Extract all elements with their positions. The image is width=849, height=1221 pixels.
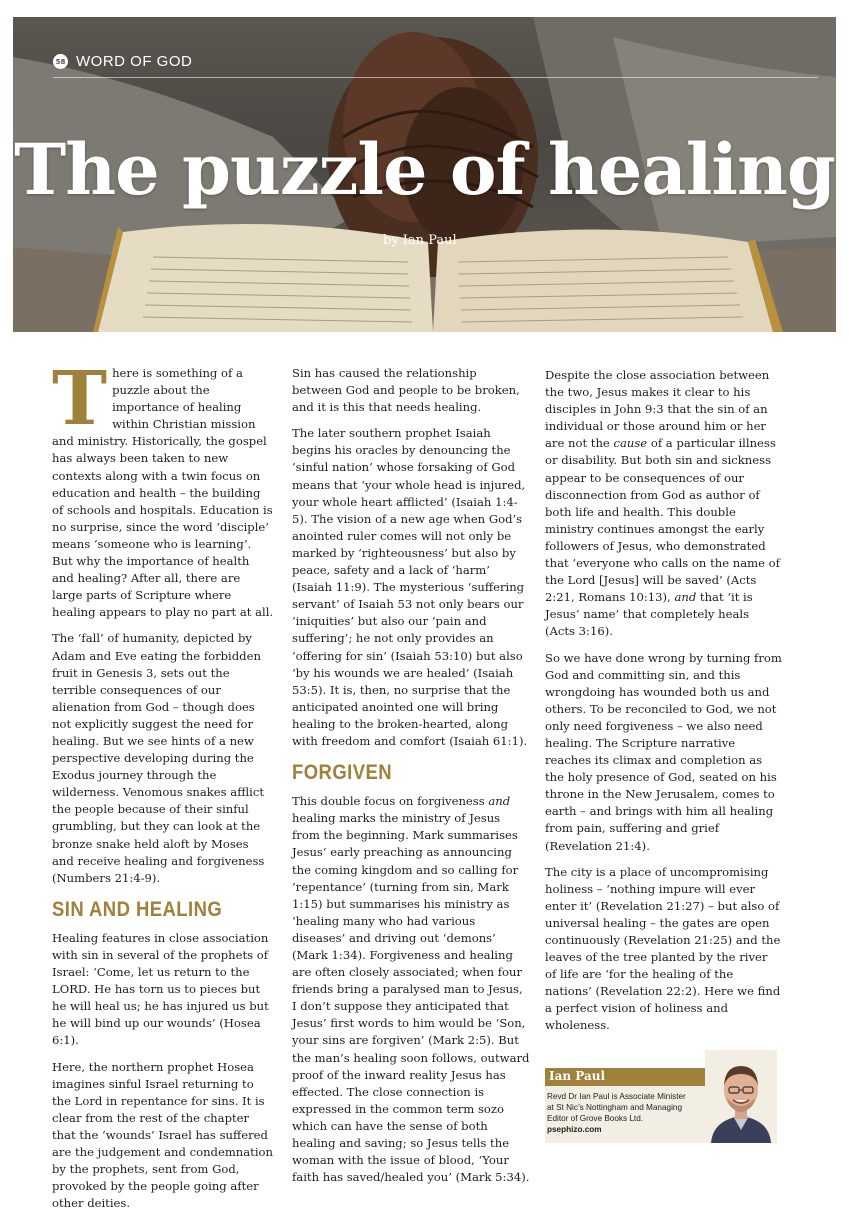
section-label: WORD OF GOD <box>76 53 193 70</box>
emphasis: and <box>674 590 697 605</box>
bio-name-bar <box>545 1068 705 1086</box>
paragraph <box>545 367 782 641</box>
paragraph: Healing features in close association with sin in several of the prophets of Israel: ‘Come, let us return to the LORD. He has torn us to pieces but he will heal us; he has injured us but he will bind up our wounds’ (Hosea 6:1). <box>52 930 269 1048</box>
paragraph: The city is a place of uncompromising holiness – ‘nothing impure will ever enter it’ (Revelation 21:27) – but also of universal healing – the gates are open continuously (Revelation 21:25) and the leaves of the tree planted by the river of life are ‘for the healing of the nations’ (Revelation 22:2). Here we find a perfect vision of holiness and wholeness. <box>545 864 781 1033</box>
paragraph: Here, the northern prophet Hosea imagines sinful Israel returning to the Lord in repentance for sins. It is clear from the rest of the chapter that the ‘wounds’ Israel has suffered are the judgement and condemnation by the prophets, sent from God, provoked by the people going after other deities. <box>52 1059 274 1211</box>
paragraph <box>52 356 274 621</box>
column-3 <box>545 367 782 1044</box>
bio-name: Ian Paul <box>549 1069 606 1083</box>
paragraph: The later southern prophet Isaiah begins his oracles by denouncing the ‘sinful nation’ whose forsaking of God means that ‘your whole head is injured, your whole heart afflicted’ (Isaiah 1:4-5). The vision of a new age when God’s anointed ruler comes will not only be marked by ‘righteousness’ but also by peace, safety and a lack of ‘harm’ (Isaiah 11:9). The mysterious ‘suffering servant’ of Isaiah 53 not only bears our ‘iniquities’ but also our ‘pain and suffering’; he not only provides an ‘offering for sin’ (Isaiah 53:10) but also ‘by his wounds we are healed’ (Isaiah 53:5). It is, then, no surprise that the anticipated anointed one will bring healing to the broken-hearted, along with freedom and comfort (Isaiah 61:1). <box>292 426 528 748</box>
text-run: healing marks the ministry of Jesus from the beginning. Mark summarises Jesus’ early preaching as announcing the coming kingdom and so calling for ‘repentance’ (turning from sin, Mark 1:15) but summarises his ministry as ‘healing many who had various diseases’ and driving out ‘demons’ (Mark 1:34). Forgiveness and healing are often closely associated; when four friends bring a paralysed man to Jesus, I don’t suppose they anticipated that Jesus’ first words to him would be ‘Son, your sins are forgiven’ (Mark 2:5). But the man’s healing soon follows, outward proof of the inward reality Jesus has effected. The close connection is expressed in the common term sozo which can have the sense of both healing and saving; so Jesus tells the woman with the issue of blood, ‘Your faith has saved/healed you’ (Mark 5:34). <box>292 811 530 1185</box>
emphasis: cause <box>613 436 648 451</box>
drop-cap: T <box>52 356 108 442</box>
header-rule <box>53 77 818 78</box>
text-run: of a particular illness or disability. But both sin and sickness appear to be consequences of our disconnection from God as author of both life and health. This double ministry continues amongst the early followers of Jesus, who demonstrated that ‘everyone who calls on the name of the Lord [Jesus] will be saved’ (Acts 2:21, Romans 10:13), <box>545 436 780 605</box>
subheading-forgiven: FORGIVEN <box>292 761 393 785</box>
byline: by Ian Paul <box>383 233 457 248</box>
column-1 <box>52 356 274 1221</box>
text-run: that ‘it is Jesus’ name’ that completely heals (Acts 3:16). <box>545 590 753 639</box>
column-2 <box>292 365 530 1195</box>
bio-website: psephizo.com <box>547 1125 602 1134</box>
article-title: The puzzle of healing <box>14 128 835 211</box>
emphasis: and <box>488 794 511 809</box>
author-bio <box>545 1068 777 1143</box>
hero-image <box>13 17 836 332</box>
subheading-sin-and-healing: SIN AND HEALING <box>52 897 223 921</box>
text-run: This double focus on forgiveness <box>292 794 489 809</box>
paragraph: Sin has caused the relationship between God and people to be broken, and it is this that needs healing. <box>292 366 520 415</box>
paragraph <box>292 793 530 1186</box>
paragraph: The ‘fall’ of humanity, depicted by Adam and Eve eating the forbidden fruit in Genesis 3, sets out the terrible consequences of our alienation from God – though does not explicitly suggest the need for healing. But we see hints of a new perspective developing during the Exodus journey through the wilderness. Venomous snakes afflict the people because of their sinful grumbling, but they can look at the bronze snake held aloft by Moses and receive healing and forgiveness (Numbers 21:4-9). <box>52 631 265 885</box>
section-tag <box>53 53 192 70</box>
bio-text <box>547 1091 692 1135</box>
page-number: 58 <box>53 54 68 69</box>
paragraph-text: here is something of a puzzle about the importance of healing within Christian mission and ministry. Historically, the gospel has always been taken to new contexts along with a twin focus on education and health – the building of schools and hospitals. Education is no surprise, since the word ‘disciple’ means ‘someone who is learning’. But why the importance of health and healing? After all, there are large parts of Scripture where healing appears to play no part at all. <box>52 366 274 620</box>
paragraph: So we have done wrong by turning from God and committing sin, and this wrongdoing has wounded both us and others. To be reconciled to God, we not only need forgiveness – we also need healing. The Scripture narrative reaches its climax and completion as the holy presence of God, seated on his throne in the New Jerusalem, comes to earth – and brings with him all healing from pain, suffering and grief (Revelation 21:4). <box>545 650 782 853</box>
text-run: Despite the close association between the two, Jesus makes it clear to his disciples in John 9:3 that the sin of an individual or those around him or her are not the <box>545 368 770 451</box>
bio-description: Revd Dr Ian Paul is Associate Minister at St Nic’s Nottingham and Managing Editor of Grove Books Ltd. <box>547 1092 686 1123</box>
author-portrait <box>705 1050 777 1143</box>
